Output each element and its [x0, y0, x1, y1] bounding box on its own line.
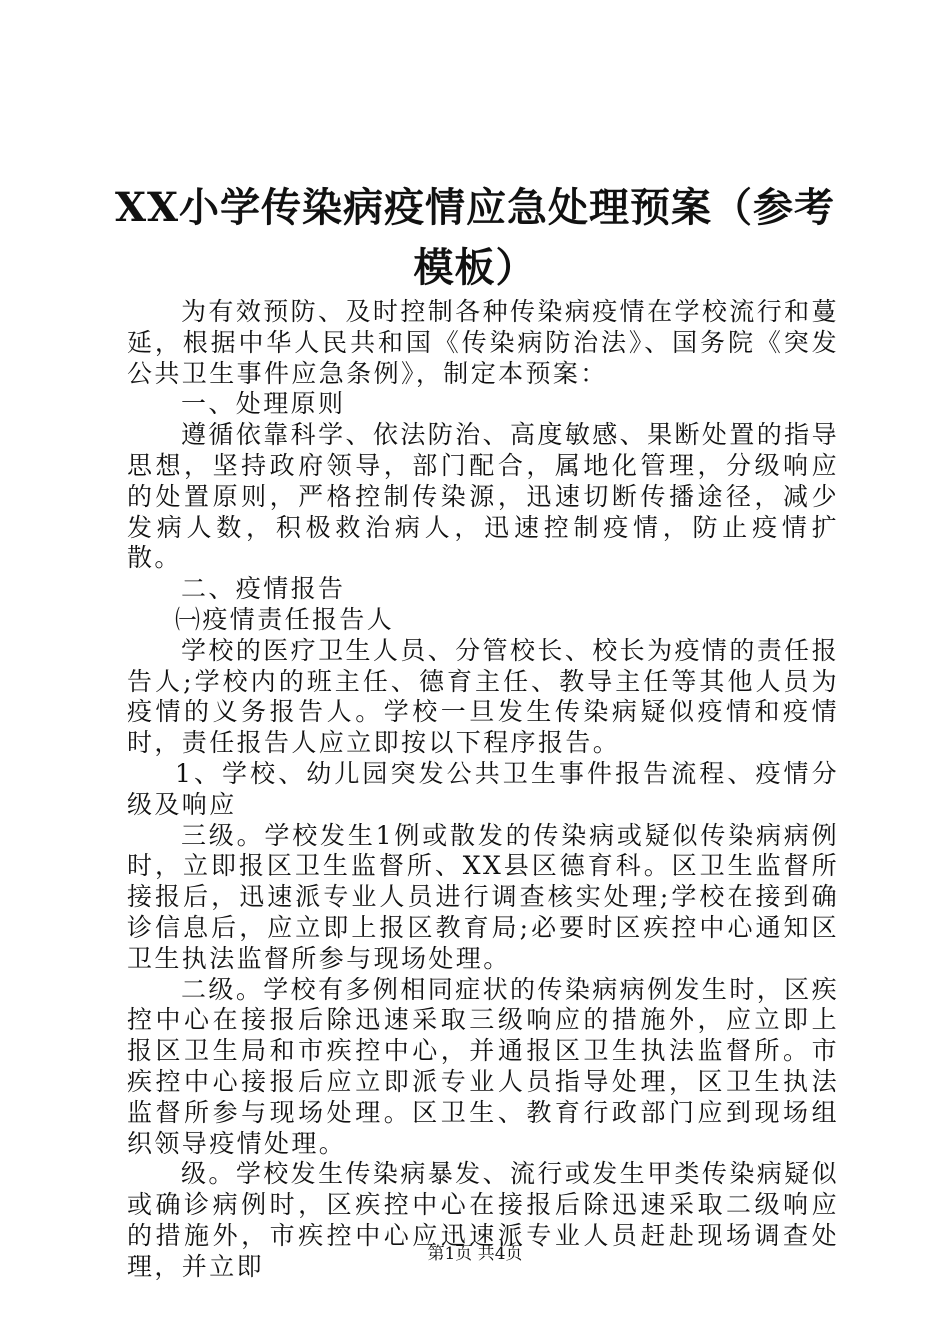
paragraph-level-2: 二级。学校有多例相同症状的传染病病例发生时，区疾控中心在接报后除迅速采取三级响应的措施外，应立即上报区卫生局和市疾控中心，并通报区卫生执法监督所。市疾控中心接报后应立即派专业人员指导处理，区卫生执法监督所参与现场处理。区卫生、教育行政部门应到现场组织领导疫情处理。 [127, 974, 839, 1158]
paragraph-level-1: 级。学校发生传染病暴发、流行或发生甲类传染病疑似或确诊病例时，区疾控中心在接报后除迅速采取二级响应的措施外，市疾控中心应迅速派专业人员赶赴现场调查处理，并立即 [127, 1159, 839, 1281]
subheading-reporters: ㈠疫情责任报告人 [175, 604, 395, 634]
heading-report: 二、疫情报告 [181, 574, 346, 604]
paragraph-level-3: 三级。学校发生1例或散发的传染病或疑似传染病病例时，立即报区卫生监督所、XX县区德育科。区卫生监督所接报后，迅速派专业人员进行调查核实处理;学校在接到确诊信息后，应立即上报区教育局;必要时区疾控中心通知区卫生执法监督所参与现场处理。 [127, 820, 839, 973]
heading-principles: 一、处理原则 [181, 389, 346, 419]
item-report-flow: 1、学校、幼儿园突发公共卫生事件报告流程、疫情分级及响应 [127, 758, 839, 819]
paragraph-reporters: 学校的医疗卫生人员、分管校长、校长为疫情的责任报告人;学校内的班主任、德育主任、教导主任等其他人员为疫情的义务报告人。学校一旦发生传染病疑似疫情和疫情时，责任报告人应立即按以下程序报告。 [127, 635, 839, 758]
page-footer: 第1页 共4页 [427, 1244, 523, 1264]
document-body [127, 297, 839, 1283]
document-title: XX小学传染病疫情应急处理预案（参考模板） [114, 184, 836, 291]
paragraph-intro: 为有效预防、及时控制各种传染病疫情在学校流行和蔓延，根据中华人民共和国《传染病防治法》、国务院《突发公共卫生事件应急条例》，制定本预案： [127, 297, 839, 388]
paragraph-principles: 遵循依靠科学、依法防治、高度敏感、果断处置的指导思想，坚持政府领导，部门配合，属地化管理，分级响应的处置原则，严格控制传染源，迅速切断传播途径，减少发病人数，积极救治病人，迅速控制疫情，防止疫情扩散。 [127, 420, 839, 573]
